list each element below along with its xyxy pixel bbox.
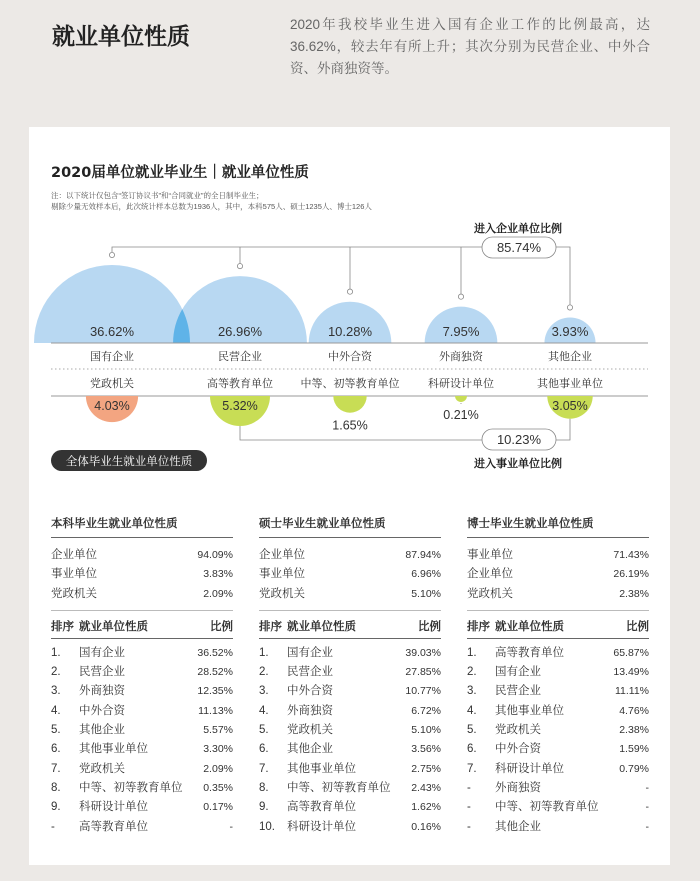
summary-label: 企业单位: [51, 549, 97, 561]
row-percent: 28.52%: [197, 666, 233, 679]
summary-row: [259, 565, 441, 584]
enterprise-value-4: 7.95%: [442, 324, 480, 339]
row-percent: 0.17%: [203, 801, 233, 814]
row-rank: 1.: [51, 646, 61, 659]
table-row: [259, 818, 441, 837]
content-card: [29, 127, 670, 865]
enterprise-value-5: 3.93%: [551, 324, 589, 339]
row-percent: 27.85%: [405, 666, 441, 679]
table-row: [51, 644, 233, 663]
table-header: [259, 616, 441, 639]
row-name: 其他企业: [287, 743, 333, 756]
row-name: 中等、初等教育单位: [495, 801, 599, 814]
summary-row: [51, 585, 233, 604]
row-percent: 0.16%: [411, 820, 441, 833]
table-header: [467, 616, 649, 639]
row-name: 党政机关: [495, 724, 541, 737]
row-percent: 1.62%: [411, 801, 441, 814]
header-percent: 比例: [210, 620, 233, 633]
enterprise-value-2: 26.96%: [217, 324, 263, 339]
row-rank: 9.: [51, 801, 61, 814]
table-row: [467, 818, 649, 837]
header-name: 就业单位性质: [495, 620, 564, 633]
row-rank: 5.: [51, 724, 61, 737]
enterprise-category-5: 其他企业: [548, 351, 592, 363]
row-name: 科研设计单位: [79, 801, 148, 814]
table-row: [51, 682, 233, 701]
row-percent: 5.10%: [411, 724, 441, 737]
row-rank: 7.: [259, 762, 269, 775]
row-name: 中等、初等教育单位: [287, 781, 391, 794]
row-rank: 2.: [259, 666, 269, 679]
row-rank: 4.: [467, 704, 477, 717]
row-percent: 2.09%: [203, 762, 233, 775]
table-row: [259, 779, 441, 798]
header-rank: 排序: [467, 620, 490, 633]
row-rank: 4.: [51, 704, 61, 717]
row-name: 科研设计单位: [287, 820, 356, 833]
chart-badge-label: 全体毕业生就业单位性质: [65, 456, 193, 468]
row-name: 中外合资: [287, 685, 333, 698]
row-percent: 0.79%: [619, 762, 649, 775]
table-row: [467, 644, 649, 663]
summary-row: [51, 565, 233, 584]
row-rank: 2.: [467, 666, 477, 679]
header-rank: 排序: [51, 620, 74, 633]
row-rank: -: [467, 781, 471, 794]
summary-value: 2.09%: [203, 587, 233, 600]
table-row: [51, 779, 233, 798]
row-name: 其他企业: [79, 724, 125, 737]
page-description: 2020年我校毕业生进入国有企业工作的比例最高，达36.62%，较去年有所上升；其次分别为民营企业、中外合资、外商独资等。: [290, 17, 650, 76]
master-table: [259, 515, 441, 837]
enterprise-value-3: 10.28%: [327, 324, 373, 339]
row-percent: 65.87%: [613, 646, 649, 659]
unit-nature-chart: [29, 127, 670, 487]
row-rank: 8.: [259, 781, 269, 794]
page-title: 就业单位性质: [52, 24, 190, 50]
table-row: [259, 721, 441, 740]
row-percent: 3.56%: [411, 743, 441, 756]
institution-total-value: 10.23%: [496, 432, 542, 447]
row-percent: 5.57%: [203, 724, 233, 737]
summary-row: [467, 565, 649, 584]
summary-label: 事业单位: [259, 568, 305, 581]
summary-value: 94.09%: [197, 549, 233, 561]
row-rank: 8.: [51, 781, 61, 794]
row-percent: 11.13%: [198, 704, 233, 717]
table-divider: [259, 610, 441, 611]
table-row: [259, 702, 441, 721]
enterprise-dot-3: [347, 289, 352, 294]
institution-value-5: 3.05%: [552, 399, 588, 413]
enterprise-category-4: 外商独资: [439, 351, 483, 363]
row-rank: -: [51, 820, 55, 833]
row-rank: 5.: [467, 724, 477, 737]
enterprise-total-value: 85.74%: [496, 240, 542, 255]
institution-category-4: 科研设计单位: [428, 378, 494, 390]
enterprise-category-1: 国有企业: [90, 351, 134, 363]
row-percent: 0.35%: [203, 781, 233, 794]
row-percent: -: [645, 781, 649, 794]
table-row: [259, 760, 441, 779]
row-rank: 1.: [467, 646, 477, 659]
row-name: 外商独资: [79, 685, 125, 698]
institution-value-3: 1.65%: [332, 418, 368, 433]
table-row: [259, 644, 441, 663]
row-name: 高等教育单位: [79, 820, 148, 833]
row-name: 中外合资: [495, 743, 541, 756]
table-row: [51, 798, 233, 817]
summary-value: 26.19%: [613, 568, 649, 581]
summary-row: [467, 546, 649, 565]
enterprise-category-3: 中外合资: [328, 351, 372, 363]
enterprise-value-1: 36.62%: [89, 324, 135, 339]
row-name: 民营企业: [79, 666, 125, 679]
row-name: 中等、初等教育单位: [79, 781, 183, 794]
table-row: [467, 798, 649, 817]
institution-category-2: 高等教育单位: [207, 378, 273, 390]
row-percent: 36.52%: [197, 646, 233, 659]
row-name: 高等教育单位: [495, 646, 564, 659]
institution-value-2: 5.32%: [222, 399, 258, 413]
row-rank: 6.: [259, 743, 269, 756]
summary-label: 事业单位: [51, 568, 97, 581]
table-row: [259, 740, 441, 759]
row-name: 党政机关: [79, 762, 125, 775]
row-percent: 3.30%: [203, 743, 233, 756]
row-name: 其他事业单位: [495, 704, 564, 717]
row-rank: -: [467, 801, 471, 814]
summary-value: 71.43%: [613, 549, 649, 561]
row-percent: 11.11%: [614, 685, 649, 698]
institution-bubble-4: [455, 396, 467, 402]
row-percent: 39.03%: [405, 646, 441, 659]
enterprise-dot-1: [109, 252, 114, 257]
row-rank: -: [467, 820, 471, 833]
row-percent: 2.38%: [619, 724, 649, 737]
institution-bubble-3: [333, 396, 366, 413]
header-rank: 排序: [259, 620, 282, 633]
table-row: [259, 798, 441, 817]
enterprise-category-2: 民营企业: [218, 351, 262, 363]
summary-row: [51, 546, 233, 565]
row-rank: 1.: [259, 646, 269, 659]
row-name: 外商独资: [495, 781, 541, 794]
row-name: 其他事业单位: [79, 743, 148, 756]
institution-category-3: 中等、初等教育单位: [300, 378, 400, 390]
row-name: 党政机关: [287, 724, 333, 737]
row-percent: 10.77%: [405, 685, 441, 698]
header-percent: 比例: [418, 620, 441, 633]
row-rank: 10.: [259, 820, 275, 833]
summary-value: 3.83%: [203, 568, 233, 581]
summary-label: 企业单位: [259, 549, 305, 561]
row-percent: 2.43%: [411, 781, 441, 794]
table-row: [467, 682, 649, 701]
row-percent: 2.75%: [411, 762, 441, 775]
table-row: [51, 721, 233, 740]
row-rank: 7.: [467, 762, 477, 775]
row-percent: 13.49%: [613, 666, 649, 679]
summary-value: 87.94%: [405, 549, 441, 561]
summary-label: 党政机关: [51, 587, 97, 600]
row-name: 民营企业: [495, 685, 541, 698]
row-rank: 2.: [51, 666, 61, 679]
row-percent: -: [229, 820, 233, 833]
doctor-table: [467, 515, 649, 837]
summary-value: 2.38%: [619, 587, 649, 600]
table-row: [467, 779, 649, 798]
row-rank: 6.: [467, 743, 477, 756]
summary-label: 企业单位: [467, 568, 513, 581]
row-name: 外商独资: [287, 704, 333, 717]
table-title: 本科毕业生就业单位性质: [51, 515, 233, 538]
header-percent: 比例: [626, 620, 649, 633]
enterprise-dot-4: [458, 294, 463, 299]
chart-note-line1: 注：以下统计仅包含“签订协议书”和“合同就业”的全日制毕业生；: [51, 191, 264, 200]
table-divider: [467, 610, 649, 611]
table-row: [467, 663, 649, 682]
row-rank: 7.: [51, 762, 61, 775]
table-title: 硕士毕业生就业单位性质: [259, 515, 441, 538]
table-header: [51, 616, 233, 639]
institution-category-1: 党政机关: [90, 378, 134, 390]
table-row: [467, 702, 649, 721]
row-rank: 4.: [259, 704, 269, 717]
summary-label: 党政机关: [259, 587, 305, 600]
row-percent: 6.72%: [411, 704, 441, 717]
table-row: [51, 818, 233, 837]
row-name: 中外合资: [79, 704, 125, 717]
table-row: [259, 682, 441, 701]
table-divider: [51, 610, 233, 611]
summary-label: 事业单位: [467, 549, 513, 561]
row-rank: 6.: [51, 743, 61, 756]
chart-note-line2: 剔除少量无效样本后，此次统计样本总数为1936人，其中，本科575人、硕士1235人、博士126人: [51, 202, 372, 211]
row-rank: 5.: [259, 724, 269, 737]
summary-row: [467, 585, 649, 604]
institution-category-5: 其他事业单位: [537, 378, 603, 390]
row-percent: 12.35%: [197, 685, 233, 698]
summary-row: [259, 585, 441, 604]
row-percent: -: [645, 820, 649, 833]
row-name: 高等教育单位: [287, 801, 356, 814]
row-name: 国有企业: [287, 646, 333, 659]
row-percent: 4.76%: [619, 704, 649, 717]
table-row: [51, 760, 233, 779]
header-name: 就业单位性质: [79, 620, 148, 633]
row-name: 民营企业: [287, 666, 333, 679]
row-percent: 1.59%: [619, 743, 649, 756]
row-name: 国有企业: [79, 646, 125, 659]
summary-value: 6.96%: [411, 568, 441, 581]
table-row: [467, 740, 649, 759]
row-percent: -: [645, 801, 649, 814]
row-name: 其他企业: [495, 820, 541, 833]
table-row: [467, 721, 649, 740]
summary-row: [259, 546, 441, 565]
row-rank: 3.: [467, 685, 477, 698]
header-name: 就业单位性质: [287, 620, 356, 633]
row-rank: 3.: [51, 685, 61, 698]
summary-value: 5.10%: [411, 587, 441, 600]
institution-value-1: 4.03%: [94, 399, 130, 413]
chart-title: 2020届单位就业毕业生｜就业单位性质: [51, 165, 309, 181]
row-name: 国有企业: [495, 666, 541, 679]
row-name: 科研设计单位: [495, 762, 564, 775]
table-row: [51, 740, 233, 759]
enterprise-dot-5: [567, 305, 572, 310]
table-row: [259, 663, 441, 682]
row-name: 其他事业单位: [287, 762, 356, 775]
institution-total-label: 进入事业单位比例: [474, 458, 562, 470]
table-title: 博士毕业生就业单位性质: [467, 515, 649, 538]
institution-value-4: 0.21%: [443, 407, 479, 422]
summary-label: 党政机关: [467, 587, 513, 600]
enterprise-total-label: 进入企业单位比例: [474, 223, 562, 235]
enterprise-dot-2: [237, 263, 242, 268]
table-row: [51, 702, 233, 721]
row-rank: 3.: [259, 685, 269, 698]
undergrad-table: [51, 515, 233, 837]
row-rank: 9.: [259, 801, 269, 814]
table-row: [51, 663, 233, 682]
table-row: [467, 760, 649, 779]
